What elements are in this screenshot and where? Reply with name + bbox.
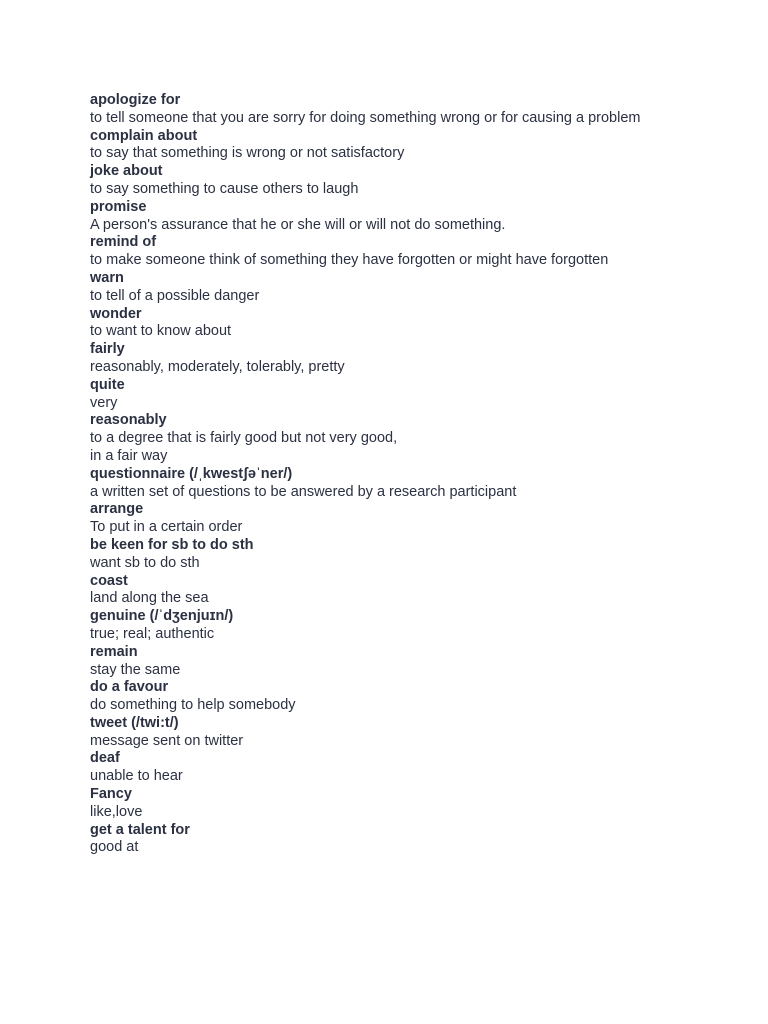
- vocab-term: remain: [90, 643, 138, 660]
- vocab-definition: in a fair way: [90, 447, 168, 464]
- vocab-entry: [90, 199, 750, 235]
- vocab-definition: do something to help somebody: [90, 697, 296, 714]
- vocab-definition: to say something to cause others to laugh: [90, 180, 359, 197]
- vocabulary-list: [90, 92, 750, 857]
- vocab-term: promise: [90, 198, 147, 215]
- vocab-definition: reasonably, moderately, tolerably, pretty: [90, 358, 345, 375]
- vocab-term: do a favour: [90, 679, 169, 696]
- vocab-term: get a talent for: [90, 821, 190, 838]
- vocab-definition: a written set of questions to be answered by a research participant: [90, 483, 517, 500]
- vocab-entry: [90, 573, 750, 609]
- vocab-definition: unable to hear: [90, 768, 183, 785]
- vocab-term: tweet (/twi:t/): [90, 714, 179, 731]
- vocab-entry: [90, 412, 750, 465]
- vocab-definition: very: [90, 394, 118, 411]
- vocab-entry: [90, 750, 750, 786]
- vocab-term: arrange: [90, 501, 144, 518]
- vocab-entry: [90, 786, 750, 822]
- vocab-term: coast: [90, 572, 128, 589]
- vocab-definition: To put in a certain order: [90, 519, 243, 536]
- vocab-definition: stay the same: [90, 661, 181, 678]
- vocab-term: questionnaire (/ˌkwestʃəˈner/): [90, 465, 293, 482]
- vocab-definition: to a degree that is fairly good but not very good,: [90, 430, 398, 447]
- vocab-entry: [90, 270, 750, 306]
- vocab-definition: A person's assurance that he or she will or will not do something.: [90, 216, 506, 233]
- vocab-term: warn: [90, 269, 124, 286]
- vocab-entry: [90, 341, 750, 377]
- vocab-term: apologize for: [90, 92, 181, 108]
- vocab-term: deaf: [90, 750, 120, 767]
- vocab-entry: [90, 537, 750, 573]
- vocab-entry: [90, 466, 750, 502]
- vocab-entry: [90, 679, 750, 715]
- vocab-entry: [90, 306, 750, 342]
- vocab-definition: true; real; authentic: [90, 625, 215, 642]
- vocab-definition: to tell someone that you are sorry for doing something wrong or for causing a problem: [90, 109, 641, 126]
- vocab-entry: [90, 92, 750, 128]
- vocab-entry: [90, 644, 750, 680]
- vocab-definition: message sent on twitter: [90, 732, 244, 749]
- vocab-entry: [90, 377, 750, 413]
- vocab-term: joke about: [90, 163, 163, 180]
- vocab-term: be keen for sb to do sth: [90, 536, 254, 553]
- vocab-definition: to say that something is wrong or not satisfactory: [90, 145, 405, 162]
- vocab-term: fairly: [90, 341, 125, 358]
- vocab-entry: [90, 128, 750, 164]
- vocab-term: Fancy: [90, 786, 132, 803]
- vocab-definition: good at: [90, 839, 139, 856]
- vocab-term: genuine (/ˈdʒenjuɪn/): [90, 608, 234, 625]
- vocab-definition: to tell of a possible danger: [90, 287, 260, 304]
- vocab-entry: [90, 501, 750, 537]
- vocab-entry: [90, 234, 750, 270]
- vocab-term: remind of: [90, 234, 157, 251]
- vocab-term: reasonably: [90, 412, 167, 429]
- vocab-entry: [90, 163, 750, 199]
- vocab-entry: [90, 715, 750, 751]
- vocab-term: complain about: [90, 127, 198, 144]
- vocab-definition: want sb to do sth: [90, 554, 200, 571]
- vocab-entry: [90, 608, 750, 644]
- vocab-term: wonder: [90, 305, 142, 322]
- vocab-definition: to want to know about: [90, 323, 232, 340]
- vocab-term: quite: [90, 376, 125, 393]
- vocab-definition: land along the sea: [90, 590, 209, 607]
- vocab-entry: [90, 822, 750, 858]
- vocab-definition: like,love: [90, 803, 143, 820]
- vocab-definition: to make someone think of something they have forgotten or might have forgotten: [90, 252, 609, 269]
